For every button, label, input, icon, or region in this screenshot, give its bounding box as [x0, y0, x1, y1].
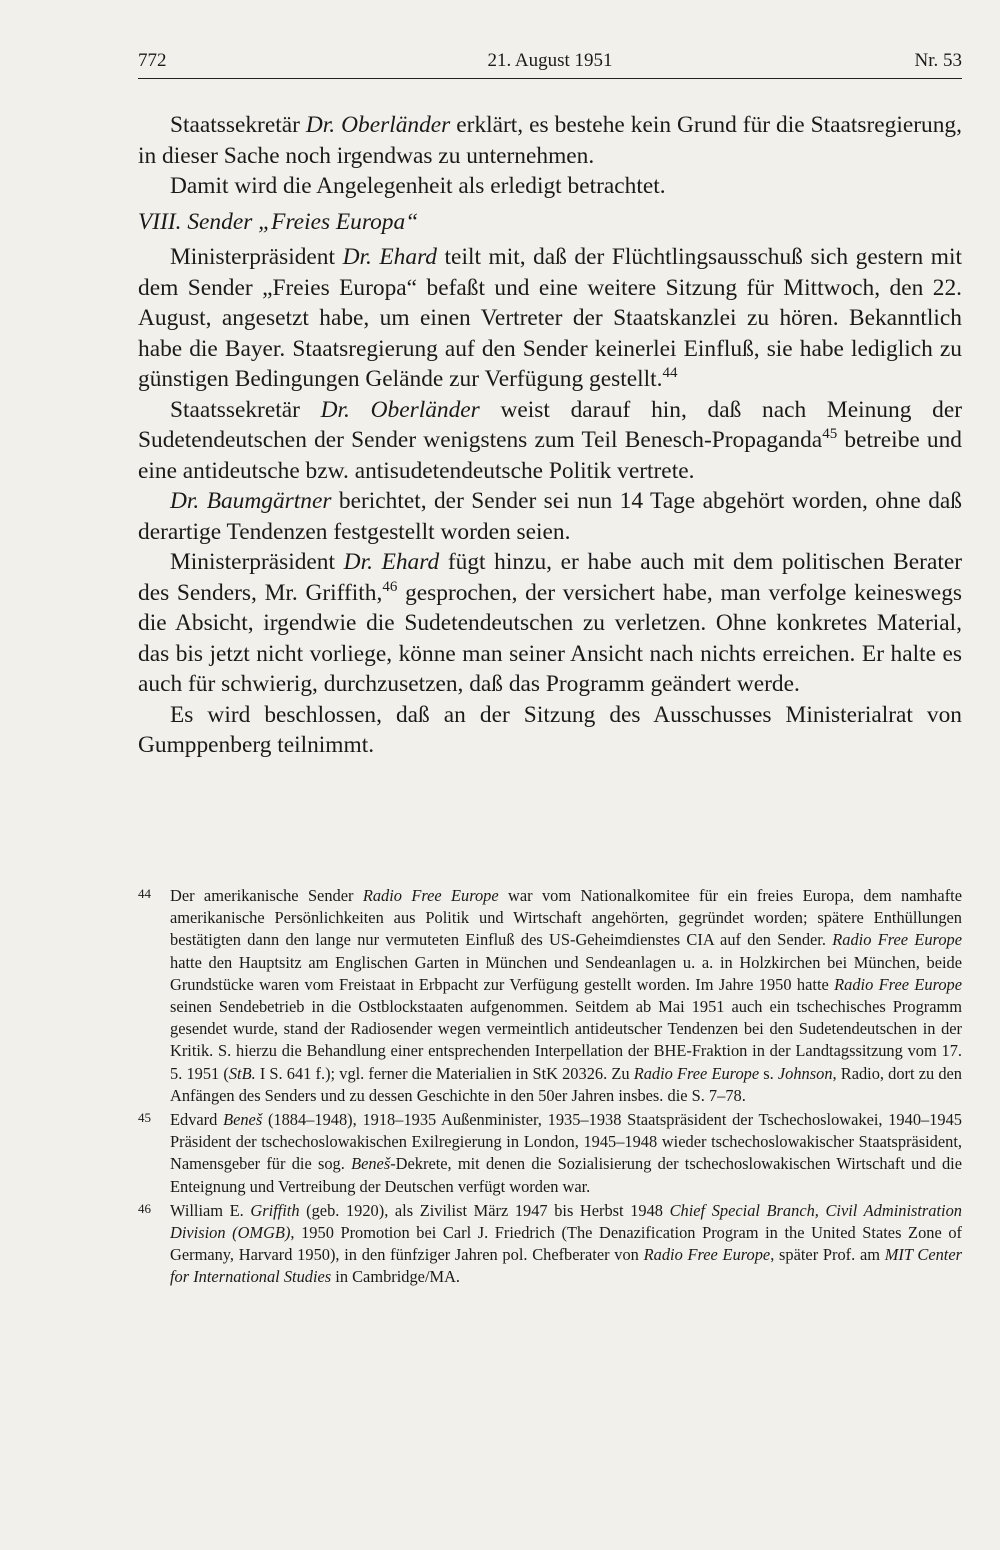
header-date: 21. August 1951 [487, 50, 613, 71]
person-name: Dr. Ehard [342, 244, 437, 270]
paragraph: Dr. Baumgärtner berichtet, der Sender sei nun 14 Tage abgehört worden, ohne daß derartige Tendenzen festgestellt worden seien. [138, 488, 962, 545]
paragraph: Staatssekretär Dr. Oberländer erklärt, es bestehe kein Grund für die Staatsregierung, in dieser Sache noch irgendwas zu unternehmen. [138, 112, 962, 169]
page-header [138, 44, 962, 79]
footnote-ref: 45 [822, 426, 838, 442]
paragraph: Ministerpräsident Dr. Ehard fügt hinzu, er habe auch mit dem politischen Berater des Senders, Mr. Griffith,$^{46}$ gesprochen, der versichert habe, man verfolge keineswegs die Absicht, irgendwie die Sudetendeutschen zu verletzen. Ohne konkretes Material, das bis jetzt nicht vorliege, könne man seiner Ansicht nach nichts erreichen. Er halte es auch für schwierig, durchzusetzen, daß das Programm geändert werde. [138, 549, 962, 697]
person-name: Dr. Baumgärtner [170, 488, 332, 514]
footnote-number: 46 [138, 1200, 151, 1216]
footnote-number: 44 [138, 886, 151, 901]
person-name: Dr. Oberländer [305, 112, 451, 138]
footnote: 46 William E. Griffith (geb. 1920), als Zivilist März 1947 bis Herbst 1948 Chief Special Branch, Civil Administration Division (OMGB), 1950 Promotion bei Carl J. Friedrich (The Denazification Program in the United States Zone of Germany, Harvard 1950), in den fünfziger Jahren pol. Chefberater von Radio Free Europe, später Prof. am MIT Center for International Studies in Cambridge/MA. [138, 1200, 963, 1287]
footnotes [138, 885, 962, 1291]
issue-number: Nr. 53 [914, 50, 962, 71]
footnote-ref: 46 [382, 578, 398, 595]
paragraph: Staatssekretär Dr. Oberländer weist darauf hin, daß nach Meinung der Sudetendeutschen der Sender wenigstens zum Teil Benesch-Propaganda$^{45}$ betreibe und eine antideutsche bzw. antisudetendeutsche Politik vertrete. [138, 396, 962, 484]
footnote: 45 Edvard Beneš (1884–1948), 1918–1935 Außenminister, 1935–1938 Staatspräsident der Tschechoslowakei, 1940–1945 Präsident der tschechoslowakischen Exilregierung in London, 1945–1948 wieder tschechoslowakischer Staatspräsident, Namensgeber für die sog. Beneš-Dekrete, mit denen die Sozialisierung der tschechoslowakischen Wirtschaft und die Enteignung und Vertreibung der Deutschen verfügt worden war. [138, 1110, 962, 1196]
paragraph: Es wird beschlossen, daß an der Sitzung des Ausschusses Ministerialrat von Gumppenberg teilnimmt. [138, 701, 962, 758]
footnote-ref: 44 [662, 365, 678, 381]
page-number: 772 [138, 50, 167, 71]
paragraph: Ministerpräsident Dr. Ehard teilt mit, daß der Flüchtlingsausschuß sich gestern mit dem Sender „Freies Europa“ befaßt und eine weitere Sitzung für Mittwoch, den 22. August, angesetzt habe, um einen Vertreter der Staatskanzlei zu hören. Bekanntlich habe die Bayer. Staatsregierung auf den Sender keinerlei Einfluß, sie habe lediglich zu günstigen Bedingungen Gelände zur Verfügung gestellt.$^{44}$ [138, 244, 962, 392]
person-name: Dr. Oberländer [320, 396, 480, 423]
section-heading: VIII. Sender „Freies Europa“ [138, 208, 419, 235]
footnote-number: 45 [138, 1110, 151, 1126]
footnote: 44 Der amerikanische Sender Radio Free Europe war vom Nationalkomitee für ein freies Europa, dem namhafte amerikanische Persönlichkeiten aus Politik und Wirtschaft angehörten, gegründet worden; spätere Enthüllungen bestätigten dann den lange nur vermuteten Einfluß des US-Geheimdienstes CIA auf den Sender. Radio Free Europe hatte den Hauptsitz am Englischen Garten in München und Sendeanlagen u. a. in Holzkirchen bei München, beide Grundstücke waren vom Freistaat in Erbpacht zur Verfügung gestellt worden. Im Jahre 1950 hatte Radio Free Europe seinen Sendebetrieb in die Ostblockstaaten aufgenommen. Seitdem ab Mai 1951 auch ein tschechisches Programm gesendet wurde, stand der Radiosender wegen vermeintlich antideutscher Tendenzen bei den Sudetendeutschen in der Kritik. S. hierzu die Behandlung einer entsprechenden Interpellation der BHE-Fraktion in der Landtagssitzung vom 17. 5. 1951 (StB. I S. 641 f.); vgl. ferner die Materialien in StK 20326. Zu Radio Free Europe s. Johnson, Radio, dort zu den Anfängen des Senders und zu dessen Geschichte in den 50er Jahren insbes. die S. 7–78. [138, 886, 963, 1105]
person-name: Dr. Ehard [343, 549, 440, 575]
main-text [138, 110, 962, 761]
paragraph: Damit wird die Angelegenheit als erledigt betrachtet. [170, 173, 666, 199]
